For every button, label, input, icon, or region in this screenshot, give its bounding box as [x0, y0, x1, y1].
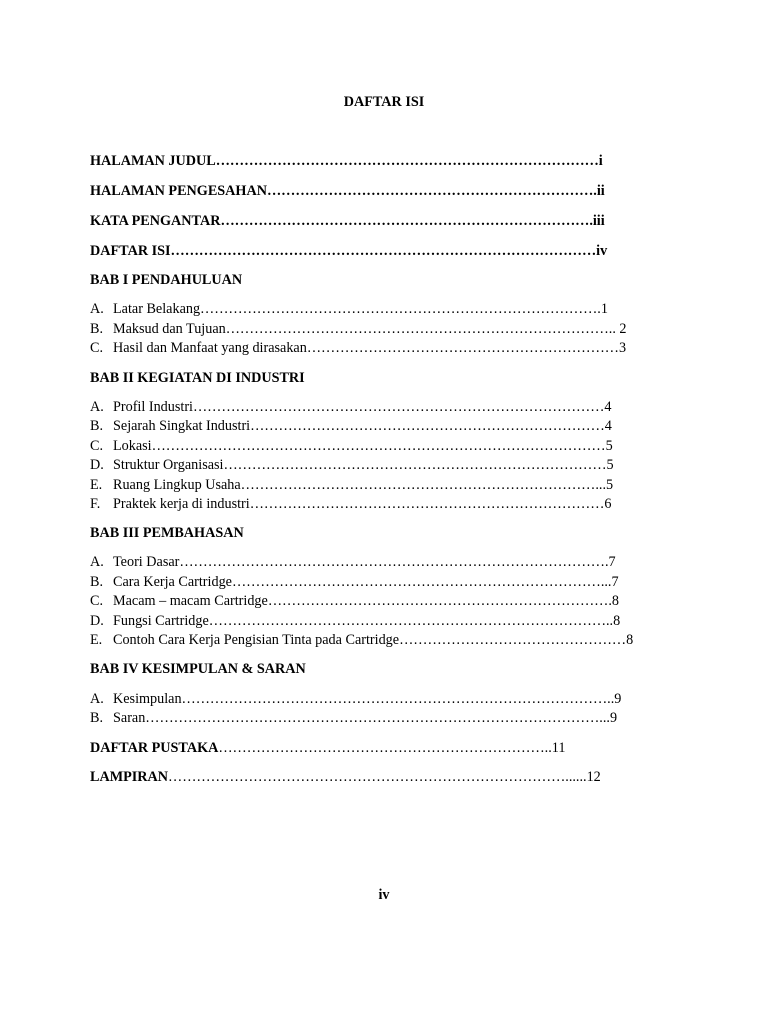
toc-item — [90, 417, 612, 435]
toc-item — [90, 339, 626, 357]
toc-item — [90, 476, 613, 494]
toc-item — [90, 437, 613, 455]
toc-item-text: Praktek kerja di industri…………………………………………………………………6 — [113, 496, 612, 512]
toc-item-text: Teori Dasar……………………………………………………………………………….7 — [113, 554, 616, 570]
toc-entry-halaman-pengesahan: HALAMAN PENGESAHAN…………………………………………………………….ii — [90, 183, 605, 199]
toc-item-label: C. — [90, 438, 104, 454]
toc-item-text: Struktur Organisasi………………………………………………………………………5 — [113, 457, 614, 473]
toc-item-text: Maksud dan Tujuan……………………………………………………………………….. 2 — [113, 321, 627, 337]
chapter-heading: BAB III PEMBAHASAN — [90, 525, 244, 541]
toc-entry-leader: ……………………………………………………………..11 — [218, 740, 566, 756]
toc-item-text: Ruang Lingkup Usaha…………………………………………………………………...5 — [113, 477, 614, 493]
toc-item-label: B. — [90, 418, 104, 434]
toc-item — [90, 573, 619, 591]
page-number: iv — [378, 887, 390, 903]
toc-item-text: Kesimpulan………………………………………………………………………………..9 — [113, 691, 622, 707]
toc-item-label: A. — [90, 554, 104, 570]
toc-item-label: C. — [90, 593, 104, 609]
toc-entry-halaman-judul: HALAMAN JUDUL………………………………………………………………………i — [90, 153, 603, 169]
toc-item-text: Contoh Cara Kerja Pengisian Tinta pada Cartridge…………………………………………8 — [113, 632, 634, 648]
chapter-heading: BAB IV KESIMPULAN & SARAN — [90, 661, 306, 677]
toc-item — [90, 456, 614, 474]
toc-item-text: Lokasi……………………………………………………………………………………5 — [113, 438, 613, 454]
toc-item-label: D. — [90, 457, 104, 473]
toc-item — [90, 398, 612, 416]
toc-item — [90, 300, 608, 318]
toc-item — [90, 631, 633, 649]
toc-item-label: A. — [90, 301, 104, 317]
toc-item-text: Macam – macam Cartridge……………………………………………………………….8 — [113, 593, 619, 609]
toc-item — [90, 495, 612, 513]
chapter-heading: BAB II KEGIATAN DI INDUSTRI — [90, 370, 305, 386]
toc-item — [90, 690, 621, 708]
toc-item-label: E. — [90, 632, 103, 648]
toc-entry-title: LAMPIRAN — [90, 769, 169, 785]
toc-item-text: Saran……………………………………………………………………………………...9 — [113, 710, 618, 726]
page-title: DAFTAR ISI — [343, 94, 425, 110]
toc-item — [90, 612, 620, 630]
toc-item-text: Latar Belakang………………………………………………………………………….1 — [113, 301, 608, 317]
toc-item-label: B. — [90, 710, 104, 726]
toc-item-text: Hasil dan Manfaat yang dirasakan…………………………………………………………3 — [113, 340, 627, 356]
toc-item-text: Profil Industri……………………………………………………………………………4 — [113, 399, 612, 415]
toc-item-label: E. — [90, 477, 103, 493]
toc-item-label: B. — [90, 574, 104, 590]
toc-item-label: B. — [90, 321, 104, 337]
toc-entry-leader: …………………………………………………………………………......12 — [168, 769, 601, 785]
toc-entry-title: DAFTAR PUSTAKA — [90, 740, 219, 756]
toc-entry-kata-pengantar: KATA PENGANTAR…………………………………………………………………….iii — [90, 213, 605, 229]
toc-entry-daftar-pustaka — [90, 739, 565, 757]
toc-item-text: Sejarah Singkat Industri…………………………………………………………………4 — [113, 418, 612, 434]
toc-item-text: Fungsi Cartridge…………………………………………………………………………..8 — [113, 613, 621, 629]
toc-item-label: D. — [90, 613, 104, 629]
toc-item-label: C. — [90, 340, 104, 356]
toc-item-label: A. — [90, 691, 104, 707]
chapter-heading: BAB I PENDAHULUAN — [90, 272, 243, 288]
toc-entry-daftar-isi: DAFTAR ISI………………………………………………………………………………iv — [90, 243, 608, 259]
toc-item-label: A. — [90, 399, 104, 415]
toc-item — [90, 592, 619, 610]
toc-item-label: F. — [90, 496, 101, 512]
toc-entry-lampiran — [90, 768, 601, 786]
toc-item — [90, 709, 617, 727]
toc-item — [90, 320, 627, 338]
toc-item — [90, 553, 616, 571]
toc-item-text: Cara Kerja Cartridge……………………………………………………………………...7 — [113, 574, 619, 590]
